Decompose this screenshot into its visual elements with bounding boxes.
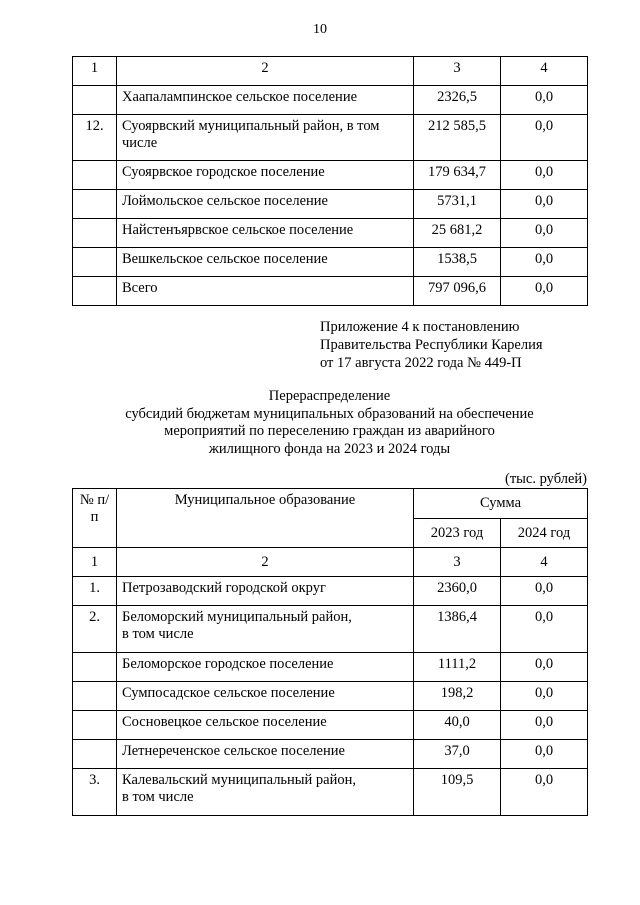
index-cell: 1 <box>73 548 117 577</box>
col-2024-header: 2024 год <box>501 519 588 548</box>
row-number <box>73 219 117 248</box>
value-col3: 2326,5 <box>414 86 501 115</box>
row-number: 1. <box>73 577 117 606</box>
value-2023: 40,0 <box>414 711 501 740</box>
value-col3: 5731,1 <box>414 190 501 219</box>
document-title <box>72 388 587 458</box>
row-name: Беломорское городское поселение <box>117 653 414 682</box>
title-line: жилищного фонда на 2023 и 2024 годы <box>208 440 451 457</box>
appendix-note <box>320 318 600 372</box>
value-col3: 1538,5 <box>414 248 501 277</box>
row-number <box>73 277 117 306</box>
row-name-line: в том числе <box>122 789 194 805</box>
value-2024: 0,0 <box>501 682 588 711</box>
title-line: Перераспределение <box>268 388 391 404</box>
title-line: субсидий бюджетам муниципальных образований на обеспечение <box>125 405 534 422</box>
row-number: 12. <box>73 115 117 161</box>
header-cell: 3 <box>414 57 501 86</box>
table-row <box>73 769 588 816</box>
row-name-line: в том числе <box>122 626 194 642</box>
value-2024: 0,0 <box>501 606 588 653</box>
value-col3: 212 585,5 <box>414 115 501 161</box>
row-number <box>73 740 117 769</box>
value-col4: 0,0 <box>501 190 588 219</box>
row-name-line: Беломорский муниципальный район, <box>122 609 352 625</box>
value-2024: 0,0 <box>501 711 588 740</box>
value-2024: 0,0 <box>501 577 588 606</box>
row-name-line: Калевальский муниципальный район, <box>122 772 357 788</box>
row-name: Вешкельское сельское поселение <box>117 248 414 277</box>
row-name: Суоярвское городское поселение <box>117 161 414 190</box>
row-name <box>117 606 414 653</box>
row-number <box>73 248 117 277</box>
title-line: мероприятий по переселению граждан из аварийного <box>164 423 495 439</box>
row-name: Петрозаводский городской округ <box>117 577 414 606</box>
value-2023: 1111,2 <box>414 653 501 682</box>
table-row <box>73 711 588 740</box>
col-2023-header: 2023 год <box>414 519 501 548</box>
header-cell: 4 <box>501 57 588 86</box>
value-col4: 0,0 <box>501 248 588 277</box>
value-2024: 0,0 <box>501 769 588 816</box>
row-number <box>73 682 117 711</box>
value-2023: 37,0 <box>414 740 501 769</box>
index-cell: 3 <box>414 548 501 577</box>
value-2024: 0,0 <box>501 740 588 769</box>
header-cell: 1 <box>73 57 117 86</box>
table-index-row <box>73 548 588 577</box>
value-2023: 2360,0 <box>414 577 501 606</box>
row-name: Хаапалампинское сельское поселение <box>117 86 414 115</box>
table-header-row <box>73 57 588 86</box>
value-col4: 0,0 <box>501 115 588 161</box>
row-number <box>73 86 117 115</box>
appendix-line: Приложение 4 к постановлению <box>320 319 520 335</box>
table-row <box>73 577 588 606</box>
row-name: Суоярвский муниципальный район, в том числе <box>117 115 414 161</box>
table-header-row <box>73 489 588 519</box>
row-name: Лоймольское сельское поселение <box>117 190 414 219</box>
units-label: (тыс. рублей) <box>505 471 587 487</box>
value-col4: 0,0 <box>501 86 588 115</box>
value-col3: 179 634,7 <box>414 161 501 190</box>
col-sum-header: Сумма <box>414 489 588 519</box>
row-number <box>73 161 117 190</box>
row-name <box>117 769 414 816</box>
table-row <box>73 86 588 115</box>
table-redistribution <box>72 488 588 816</box>
col-number-header: № п/п <box>73 489 117 548</box>
value-col4: 0,0 <box>501 219 588 248</box>
col-name-header: Муниципальное образование <box>117 489 414 548</box>
appendix-line: Правительства Республики Карелия <box>320 337 543 353</box>
value-2024: 0,0 <box>501 653 588 682</box>
value-col3: 797 096,6 <box>414 277 501 306</box>
value-col4: 0,0 <box>501 277 588 306</box>
table-row <box>73 219 588 248</box>
appendix-line: от 17 августа 2022 года № 449-П <box>320 355 522 371</box>
value-2023: 109,5 <box>414 769 501 816</box>
index-cell: 4 <box>501 548 588 577</box>
row-number <box>73 711 117 740</box>
table-row <box>73 653 588 682</box>
value-col4: 0,0 <box>501 161 588 190</box>
table-row <box>73 606 588 653</box>
value-2023: 198,2 <box>414 682 501 711</box>
header-cell: 2 <box>117 57 414 86</box>
row-number: 3. <box>73 769 117 816</box>
row-name: Летнереченское сельское поселение <box>117 740 414 769</box>
row-number <box>73 190 117 219</box>
value-2023: 1386,4 <box>414 606 501 653</box>
table-row <box>73 161 588 190</box>
row-number: 2. <box>73 606 117 653</box>
total-row <box>73 277 588 306</box>
row-name: Всего <box>117 277 414 306</box>
row-name: Сосновецкое сельское поселение <box>117 711 414 740</box>
value-col3: 25 681,2 <box>414 219 501 248</box>
index-cell: 2 <box>117 548 414 577</box>
table-row <box>73 115 588 161</box>
row-number <box>73 653 117 682</box>
page-number: 10 <box>313 22 327 37</box>
table-row <box>73 248 588 277</box>
table-row <box>73 682 588 711</box>
table-row <box>73 190 588 219</box>
table-continuation <box>72 56 588 306</box>
row-name: Сумпосадское сельское поселение <box>117 682 414 711</box>
table-row <box>73 740 588 769</box>
row-name: Найстенъярвское сельское поселение <box>117 219 414 248</box>
